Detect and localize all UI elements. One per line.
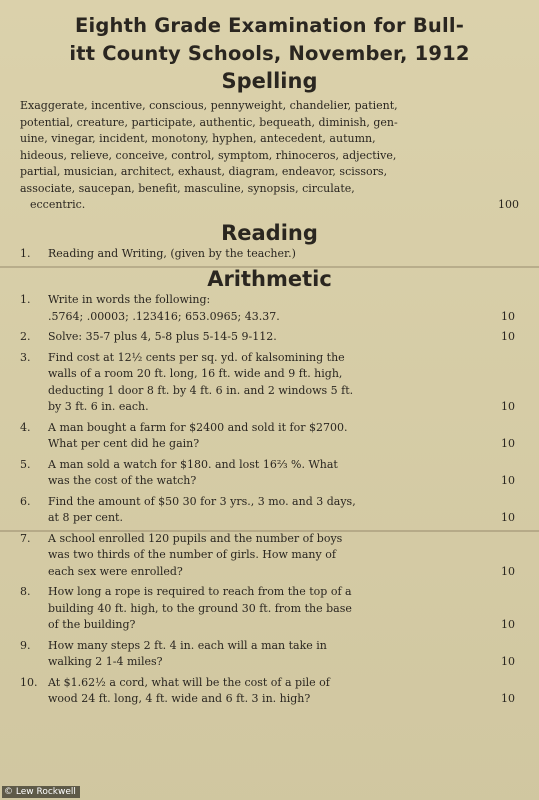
spelling-last-line xyxy=(20,197,519,214)
spelling-line: uine, vinegar, incident, monotony, hyphen, antecedent, autumn, xyxy=(20,132,376,145)
spelling-line: Exaggerate, incentive, conscious, pennyweight, chandelier, patient, xyxy=(20,99,398,112)
question-line: How long a rope is required to reach from the top of a xyxy=(48,585,352,598)
question-line: .5764; .00003; .123416; 653.0965; 43.37. xyxy=(48,309,280,323)
question-line: building 40 ft. high, to the ground 30 ft. from the base xyxy=(48,601,352,615)
title-line: Eighth Grade Examination for Bull- xyxy=(74,14,465,37)
title-line: itt County Schools, November, 1912 xyxy=(69,42,470,65)
question-item xyxy=(14,420,525,453)
question-points: 10 xyxy=(501,330,515,343)
question-line: A man bought a farm for $2400 and sold it for $2700. xyxy=(48,420,348,434)
question-line: Find the amount of $50 30 for 3 yrs., 3 mo. and 3 days, xyxy=(48,494,356,508)
spelling-line: hideous, relieve, conceive, control, symptom, rhinoceros, adjective, xyxy=(20,148,397,162)
arithmetic-questions xyxy=(14,292,525,708)
question-line: was two thirds of the number of girls. How many of xyxy=(48,548,336,561)
paper-fold-line xyxy=(0,530,539,532)
question-text xyxy=(48,457,485,490)
question-text xyxy=(48,584,485,634)
question-line: walls of a room 20 ft. long, 16 ft. wide and 9 ft. high, xyxy=(48,367,343,380)
question-line: at 8 per cent. xyxy=(48,511,123,524)
question-number: 7. xyxy=(20,531,31,545)
spelling-line: associate, saucepan, benefit, masculine, synopsis, circulate, xyxy=(20,181,355,195)
question-line: A school enrolled 120 pupils and the number of boys xyxy=(48,531,343,545)
question-item xyxy=(14,638,525,671)
question-text xyxy=(48,246,485,263)
question-line: Solve: 35-7 plus 4, 5-8 plus 5-14-5 9-112. xyxy=(48,330,277,343)
question-number: 5. xyxy=(20,457,31,471)
question-item xyxy=(14,292,525,325)
question-number: 1. xyxy=(20,293,31,306)
question-line: was the cost of the watch? xyxy=(48,474,197,487)
question-number: 2. xyxy=(20,330,31,343)
question-number: 9. xyxy=(20,638,31,652)
spelling-line: potential, creature, participate, authentic, bequeath, diminish, gen- xyxy=(20,115,398,129)
question-line: Write in words the following: xyxy=(48,293,211,306)
question-number: 4. xyxy=(20,420,31,434)
question-points: 10 xyxy=(501,400,515,413)
question-item xyxy=(14,329,525,346)
question-line: walking 2 1-4 miles? xyxy=(48,655,163,668)
question-item xyxy=(14,494,525,527)
question-line: each sex were enrolled? xyxy=(48,564,183,578)
question-item xyxy=(14,246,525,263)
question-line: of the building? xyxy=(48,618,136,631)
spelling-points: 100 xyxy=(498,198,519,211)
question-points: 10 xyxy=(501,692,515,705)
question-line: by 3 ft. 6 in. each. xyxy=(48,400,149,413)
question-item xyxy=(14,675,525,708)
spelling-line: partial, musician, architect, exhaust, diagram, endeavor, scissors, xyxy=(20,165,388,178)
question-text xyxy=(48,350,485,416)
spelling-last-word: eccentric. xyxy=(30,198,86,211)
question-points: 10 xyxy=(501,564,515,578)
question-item xyxy=(14,531,525,581)
question-item xyxy=(14,350,525,416)
question-number: 1. xyxy=(20,246,31,260)
question-line: A man sold a watch for $180. and lost 16⅔ %. What xyxy=(48,457,338,471)
question-number: 10. xyxy=(20,675,38,689)
reading-questions xyxy=(14,246,525,263)
question-line: Find cost at 12½ cents per sq. yd. of kalsomining the xyxy=(48,350,345,364)
question-line: How many steps 2 ft. 4 in. each will a man take in xyxy=(48,638,327,652)
question-item xyxy=(14,457,525,490)
question-number: 3. xyxy=(20,350,31,364)
question-text xyxy=(48,638,485,671)
document-title xyxy=(14,12,525,68)
question-points: 10 xyxy=(501,655,515,668)
question-item xyxy=(14,584,525,634)
arithmetic-heading: Arithmetic xyxy=(207,267,332,291)
spelling-word-list xyxy=(20,98,519,197)
question-text xyxy=(48,675,485,708)
question-number: 8. xyxy=(20,585,31,598)
question-text xyxy=(48,494,485,527)
question-points: 10 xyxy=(501,474,515,487)
question-line: wood 24 ft. long, 4 ft. wide and 6 ft. 3 in. high? xyxy=(48,692,311,705)
reading-heading: Reading xyxy=(221,220,318,245)
photo-credit: © Lew Rockwell xyxy=(2,786,80,798)
paper-fold-line xyxy=(0,266,539,268)
spelling-heading: Spelling xyxy=(221,69,318,93)
question-number: 6. xyxy=(20,494,31,508)
question-text xyxy=(48,531,485,581)
question-text xyxy=(48,420,485,453)
question-text xyxy=(48,329,485,346)
question-points: 10 xyxy=(501,309,515,323)
question-line: What per cent did he gain? xyxy=(48,437,200,450)
question-line: At $1.62½ a cord, what will be the cost of a pile of xyxy=(48,675,330,689)
question-line: Reading and Writing, (given by the teacher.) xyxy=(48,246,296,260)
question-text xyxy=(48,292,485,325)
question-points: 10 xyxy=(501,437,515,450)
question-points: 10 xyxy=(501,511,515,524)
question-points: 10 xyxy=(501,618,515,631)
question-line: deducting 1 door 8 ft. by 4 ft. 6 in. and 2 windows 5 ft. xyxy=(48,383,354,397)
